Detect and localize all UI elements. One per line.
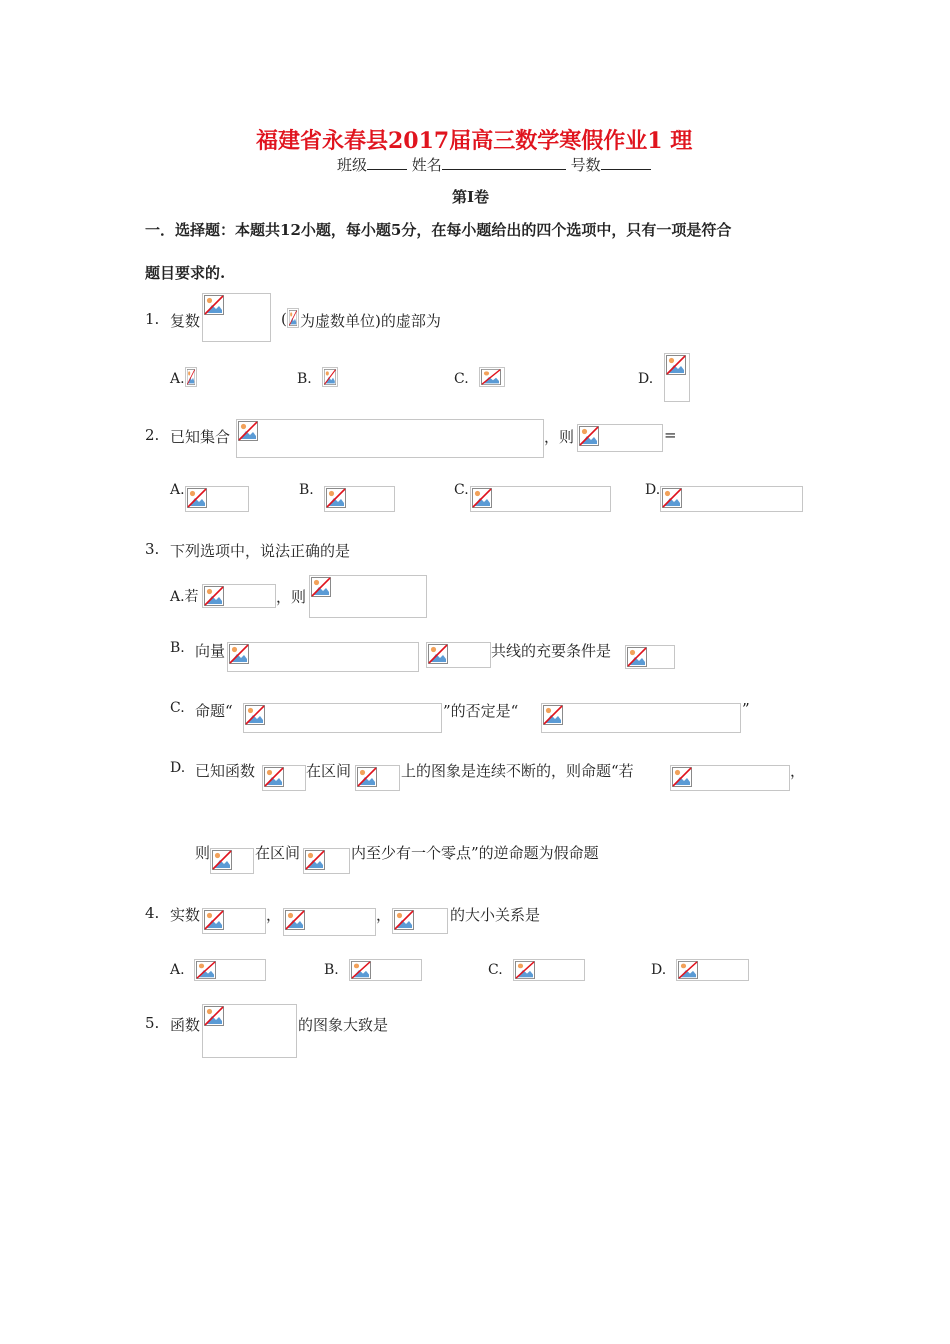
q3-d-condition-image <box>670 765 790 791</box>
broken-image-icon <box>204 295 224 315</box>
broken-image-icon <box>187 488 207 508</box>
q4-a-image <box>202 908 266 934</box>
q3-stem: 下列选项中，说法正确的是 <box>170 542 351 560</box>
q3-option-c[interactable]: C. <box>170 700 185 716</box>
q5-pre: 函数 <box>170 1016 201 1034</box>
q2-option-c-image <box>470 486 611 512</box>
broken-image-icon <box>357 767 377 787</box>
name-blank[interactable] <box>442 155 566 170</box>
q3-b-vector-a-image <box>227 642 419 672</box>
q4-pre: 实数 <box>170 906 201 924</box>
q4-sep-1: ， <box>266 906 282 924</box>
q4-option-d[interactable]: D. <box>651 962 667 978</box>
q5-number: 5. <box>145 1014 160 1032</box>
broken-image-icon <box>187 369 195 385</box>
broken-image-icon <box>204 1006 224 1026</box>
q3-d2-pre: 则 <box>195 844 211 862</box>
q3-d2-tail: 内至少有一个零点”的逆命题为假命题 <box>351 844 599 862</box>
q2-pre: 已知集合 <box>170 428 231 446</box>
q4-option-c-image <box>513 959 585 981</box>
q1-option-d[interactable]: D. <box>638 371 654 387</box>
q4-number: 4. <box>145 904 160 922</box>
broken-image-icon <box>311 577 331 597</box>
broken-image-icon <box>245 705 265 725</box>
q1-pre: 复数 <box>170 312 201 330</box>
q1-option-a-image <box>185 367 197 387</box>
q2-option-b-image <box>324 486 395 512</box>
q3-option-b[interactable]: B. <box>170 640 185 656</box>
q3-option-d[interactable]: D. <box>170 760 186 776</box>
q3-number: 3. <box>145 540 160 558</box>
q3-d2-mid: 在区间 <box>255 844 301 862</box>
q1-imaginary-unit-image <box>287 308 299 328</box>
class-blank[interactable] <box>367 155 407 170</box>
q4-b-image <box>283 908 376 936</box>
q4-sep-2: ， <box>376 906 392 924</box>
q1-option-c[interactable]: C. <box>454 371 469 387</box>
q4-option-d-image <box>676 959 749 981</box>
q3-option-a[interactable]: A.若 <box>170 589 199 605</box>
q1-number: 1. <box>145 310 160 328</box>
q2-number: 2. <box>145 426 160 444</box>
q3-a-conclusion-image <box>309 575 427 618</box>
q2-result-image <box>577 424 663 452</box>
broken-image-icon <box>285 910 305 930</box>
q3-b-condition-image <box>625 645 675 669</box>
broken-image-icon <box>196 961 216 979</box>
broken-image-icon <box>662 488 682 508</box>
broken-image-icon <box>428 644 448 664</box>
q3-c-proposition-image <box>243 703 442 733</box>
q3-a-mid: ，则 <box>276 588 307 606</box>
q3-d-function-image <box>262 765 306 791</box>
q1-option-a[interactable]: A. <box>170 371 185 387</box>
q3-d-pre: 已知函数 <box>195 762 256 780</box>
q3-d2-function-image <box>210 848 254 874</box>
instructions-line-1: 一．选择题：本题共12小题，每小题5分，在每小题给出的四个选项中，只有一项是符合 <box>145 221 732 239</box>
page-title: 福建省永春县2017届高三数学寒假作业1 理 <box>256 128 693 154</box>
q4-option-b-image <box>349 959 422 981</box>
q2-option-d[interactable]: D. <box>645 482 661 498</box>
q3-c-pre: 命题“ <box>195 702 233 720</box>
broken-image-icon <box>472 488 492 508</box>
number-blank[interactable] <box>601 155 651 170</box>
broken-image-icon <box>264 767 284 787</box>
q2-option-b[interactable]: B. <box>299 482 314 498</box>
student-info-line <box>337 154 651 175</box>
broken-image-icon <box>238 421 258 441</box>
broken-image-icon <box>394 910 414 930</box>
q3-b-pre: 向量 <box>195 642 226 660</box>
broken-image-icon <box>229 644 249 664</box>
q4-option-a[interactable]: A. <box>170 962 185 978</box>
q3-d2-interval-image <box>303 848 350 874</box>
broken-image-icon <box>305 850 325 870</box>
q3-d-mid2: 上的图象是连续不断的，则命题“若 <box>401 762 634 780</box>
broken-image-icon <box>204 586 224 606</box>
q3-d-mid1: 在区间 <box>306 762 352 780</box>
broken-image-icon <box>204 910 224 930</box>
q2-option-d-image <box>660 486 803 512</box>
q1-option-c-image <box>479 367 505 387</box>
q1-option-d-image <box>664 353 690 402</box>
broken-image-icon <box>212 850 232 870</box>
q2-option-a-image <box>185 486 249 512</box>
q2-mid: ，则 <box>544 428 575 446</box>
broken-image-icon <box>678 961 698 979</box>
q5-function-image <box>202 1004 297 1058</box>
q3-d-interval-image <box>355 765 400 791</box>
broken-image-icon <box>515 961 535 979</box>
q3-b-mid: 共线的充要条件是 <box>491 642 612 660</box>
q4-option-b[interactable]: B. <box>324 962 339 978</box>
section-title: 第Ⅰ卷 <box>452 188 490 206</box>
q4-option-c[interactable]: C. <box>488 962 503 978</box>
q3-d-end: ， <box>790 762 806 780</box>
q1-paren: ( <box>281 310 287 328</box>
name-label: 姓名 <box>411 156 442 174</box>
q1-option-b[interactable]: B. <box>297 371 312 387</box>
broken-image-icon <box>672 767 692 787</box>
broken-image-icon <box>579 426 599 446</box>
q3-b-vector-b-image <box>426 642 491 668</box>
broken-image-icon <box>543 705 563 725</box>
q4-c-image <box>392 908 448 934</box>
q2-set-image <box>236 419 544 458</box>
q5-tail: 的图象大致是 <box>298 1016 389 1034</box>
broken-image-icon <box>481 369 501 385</box>
q4-option-a-image <box>194 959 266 981</box>
broken-image-icon <box>627 647 647 667</box>
class-label: 班级 <box>337 156 368 174</box>
broken-image-icon <box>666 355 686 375</box>
q3-c-end: ” <box>742 700 750 718</box>
instructions-line-2: 题目要求的. <box>145 264 226 282</box>
q2-option-c[interactable]: C. <box>454 482 469 498</box>
broken-image-icon <box>351 961 371 979</box>
q1-expression-image <box>202 293 271 342</box>
q3-a-condition-image <box>202 584 276 608</box>
q3-c-mid: ”的否定是“ <box>443 702 519 720</box>
q1-tail: 为虚数单位)的虚部为 <box>300 312 441 330</box>
q1-option-b-image <box>322 367 338 387</box>
broken-image-icon <box>289 310 297 326</box>
broken-image-icon <box>324 369 336 385</box>
q4-tail: 的大小关系是 <box>450 906 541 924</box>
q3-c-negation-image <box>541 703 741 733</box>
q2-tail: = <box>664 426 677 444</box>
q2-option-a[interactable]: A. <box>170 482 185 498</box>
broken-image-icon <box>326 488 346 508</box>
number-label: 号数 <box>570 156 601 174</box>
